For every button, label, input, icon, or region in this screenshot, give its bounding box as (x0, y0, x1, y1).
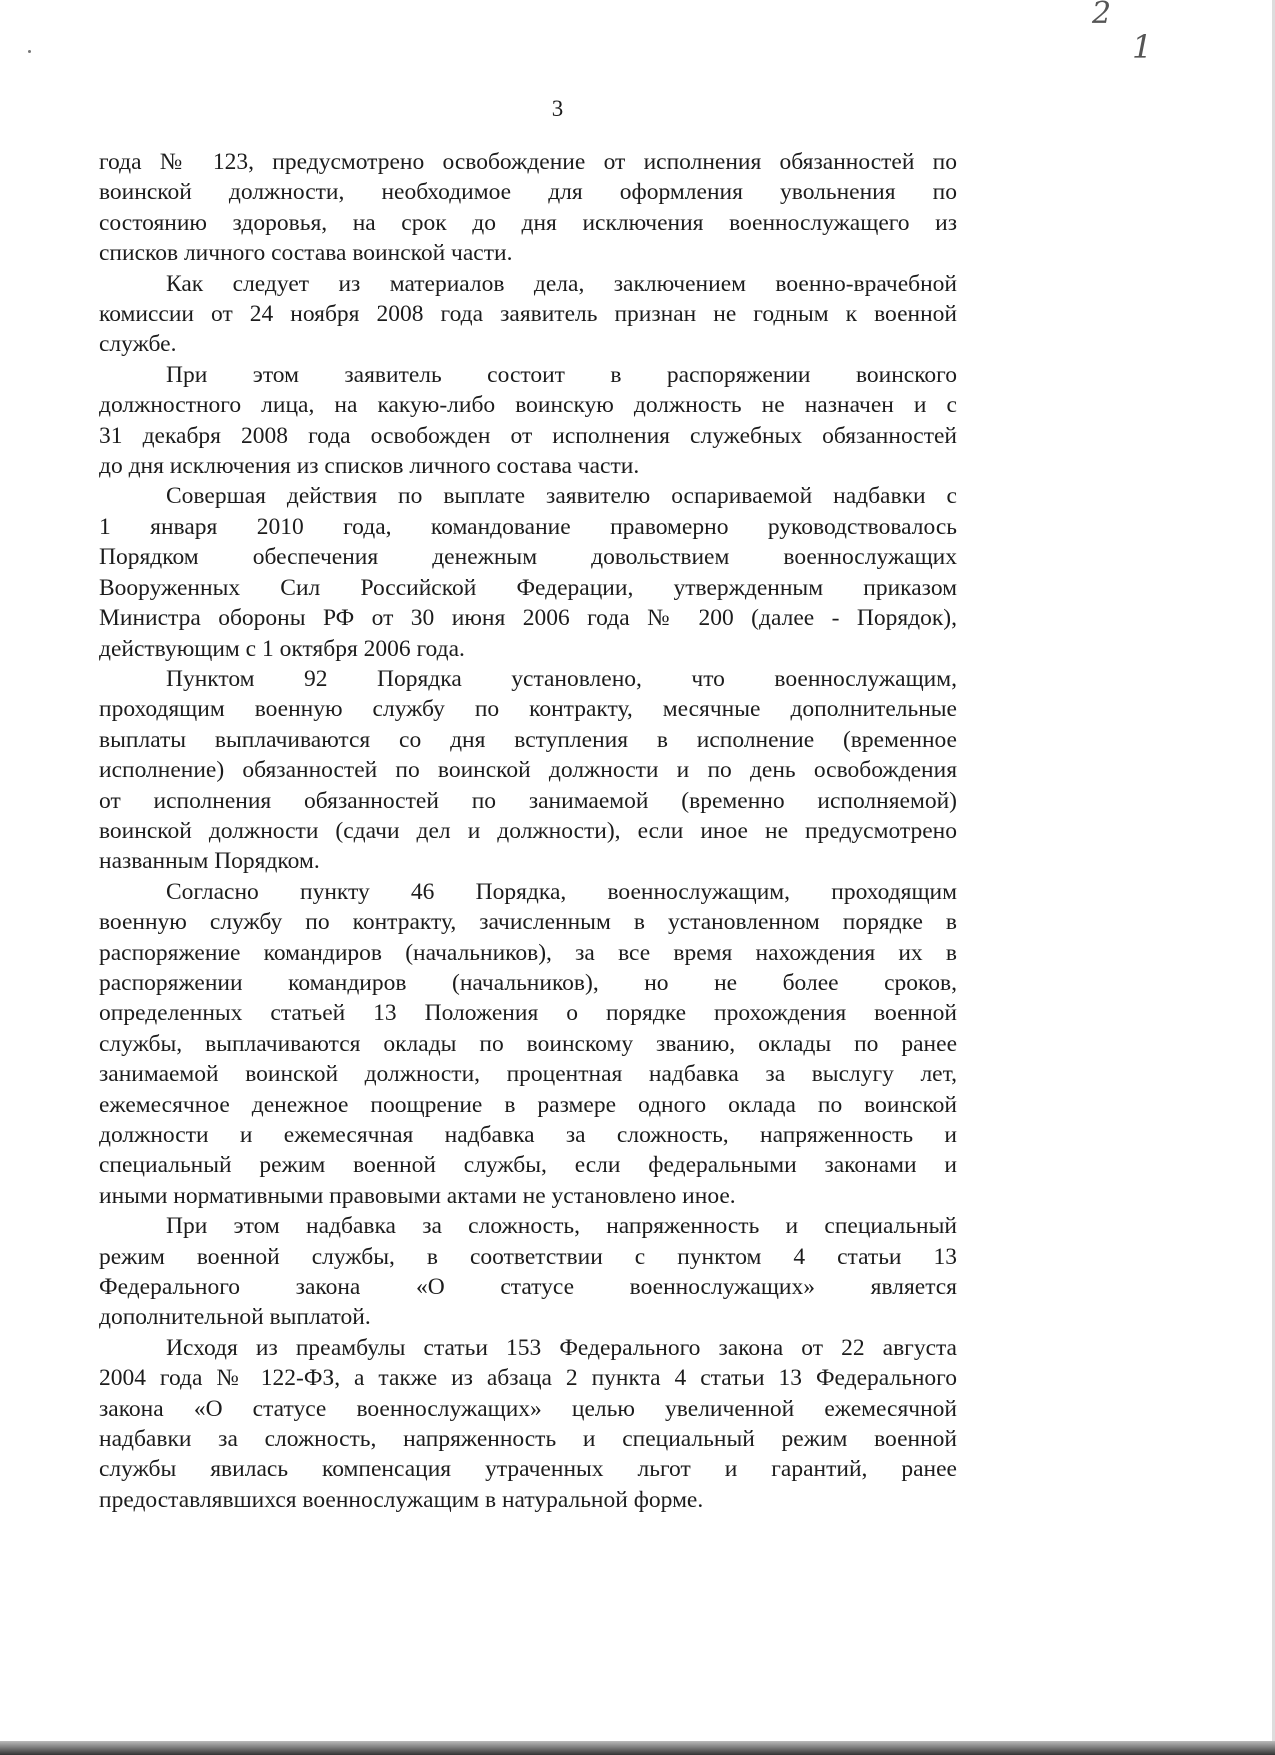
text-line: воинской должности, необходимое для оформления увольнения по (99, 179, 957, 206)
text-line: надбавки за сложность, напряженность и специальный режим военной (99, 1426, 957, 1453)
text-line: распоряжение командиров (начальников), за все время нахождения их в (99, 939, 957, 966)
text-line: При этом заявитель состоит в распоряжении воинского (166, 361, 957, 388)
text-line: При этом надбавка за сложность, напряженность и специальный (166, 1213, 957, 1240)
scan-edge (0, 1741, 1275, 1755)
text-line: определенных статьей 13 Положения о порядке прохождения военной (99, 1000, 957, 1027)
text-line: иными нормативными правовыми актами не установлено иное. (99, 1182, 736, 1209)
paragraph (99, 664, 957, 877)
paragraph (99, 269, 957, 360)
text-line: распоряжении командиров (начальников), но не более сроков, (99, 969, 957, 996)
text-line: Пунктом 92 Порядка установлено, что военнослужащим, (166, 665, 957, 692)
text-line: 2004 года № 122-ФЗ, а также из абзаца 2 пункта 4 статьи 13 Федерального (99, 1365, 957, 1392)
text-line: Совершая действия по выплате заявителю оспариваемой надбавки с (166, 483, 957, 510)
text-line: 31 декабря 2008 года освобожден от исполнения служебных обязанностей (99, 422, 957, 449)
text-line: Согласно пункту 46 Порядка, военнослужащим, проходящим (166, 878, 957, 905)
text-line: действующим с 1 октября 2006 года. (99, 635, 465, 662)
text-line: Министра обороны РФ от 30 июня 2006 года № 200 (далее - Порядок), (99, 605, 957, 632)
text-line: выплаты выплачиваются со дня вступления в исполнение (временное (99, 726, 957, 753)
text-line: списков личного состава воинской части. (99, 240, 513, 267)
text-line: Вооруженных Сил Российской Федерации, утвержденным приказом (99, 574, 957, 601)
text-line: ежемесячное денежное поощрение в размере одного оклада по воинской (99, 1091, 957, 1118)
text-line: Порядком обеспечения денежным довольствием военнослужащих (99, 544, 957, 571)
text-line: от исполнения обязанностей по занимаемой (временно исполняемой) (99, 787, 957, 814)
document-body (99, 147, 957, 1515)
text-line: службы, выплачиваются оклады по воинскому званию, оклады по ранее (99, 1030, 957, 1057)
text-line: названным Порядком. (99, 848, 320, 875)
text-line: исполнение) обязанностей по воинской должности и по день освобождения (99, 757, 957, 784)
text-line: режим военной службы, в соответствии с пунктом 4 статьи 13 (99, 1243, 957, 1270)
text-line: воинской должности (сдачи дел и должности), если иное не предусмотрено (99, 817, 957, 844)
text-line: специальный режим военной службы, если федеральными законами и (99, 1152, 957, 1179)
text-line: года № 123, предусмотрено освобождение от исполнения обязанностей по (99, 149, 957, 175)
paragraph (99, 147, 957, 269)
text-line: службы явилась компенсация утраченных льгот и гарантий, ранее (99, 1456, 957, 1483)
text-line: предоставлявшихся военнослужащим в натуральной форме. (99, 1486, 704, 1513)
text-line: закона «О статусе военнослужащих» целью увеличенной ежемесячной (99, 1395, 957, 1422)
text-line: до дня исключения из списков личного состава части. (99, 453, 640, 480)
handwritten-sheet-number: 2 (1092, 0, 1112, 31)
text-line: Исходя из преамбулы статьи 153 Федерального закона от 22 августа (166, 1334, 957, 1361)
page-number: 3 (551, 96, 564, 121)
text-line: дополнительной выплатой. (99, 1304, 371, 1331)
text-line: службе. (99, 331, 177, 358)
text-line: Как следует из материалов дела, заключением военно-врачебной (166, 270, 957, 297)
paragraph (99, 481, 957, 663)
paragraph (99, 1333, 957, 1515)
text-line: комиссии от 24 ноября 2008 года заявитель признан не годным к военной (99, 301, 957, 328)
text-line: 1 января 2010 года, командование правомерно руководствовалось (99, 513, 957, 540)
text-line: занимаемой воинской должности, процентная надбавка за выслугу лет, (99, 1061, 957, 1088)
paragraph (99, 360, 957, 482)
text-line: военную службу по контракту, зачисленным в установленном порядке в (99, 909, 957, 936)
text-line: должностного лица, на какую-либо воинскую должность не назначен и с (99, 392, 957, 419)
handwritten-sheet-number: 1 (1132, 28, 1153, 66)
text-line: проходящим военную службу по контракту, месячные дополнительные (99, 696, 957, 723)
text-line: должности и ежемесячная надбавка за сложность, напряженность и (99, 1122, 957, 1148)
paragraph (99, 877, 957, 1211)
text-line: состоянию здоровья, на срок до дня исключения военнослужащего из (99, 209, 957, 236)
text-line: Федерального закона «О статусе военнослужащих» является (99, 1274, 957, 1301)
scan-speck (28, 50, 31, 53)
paragraph (99, 1211, 957, 1333)
